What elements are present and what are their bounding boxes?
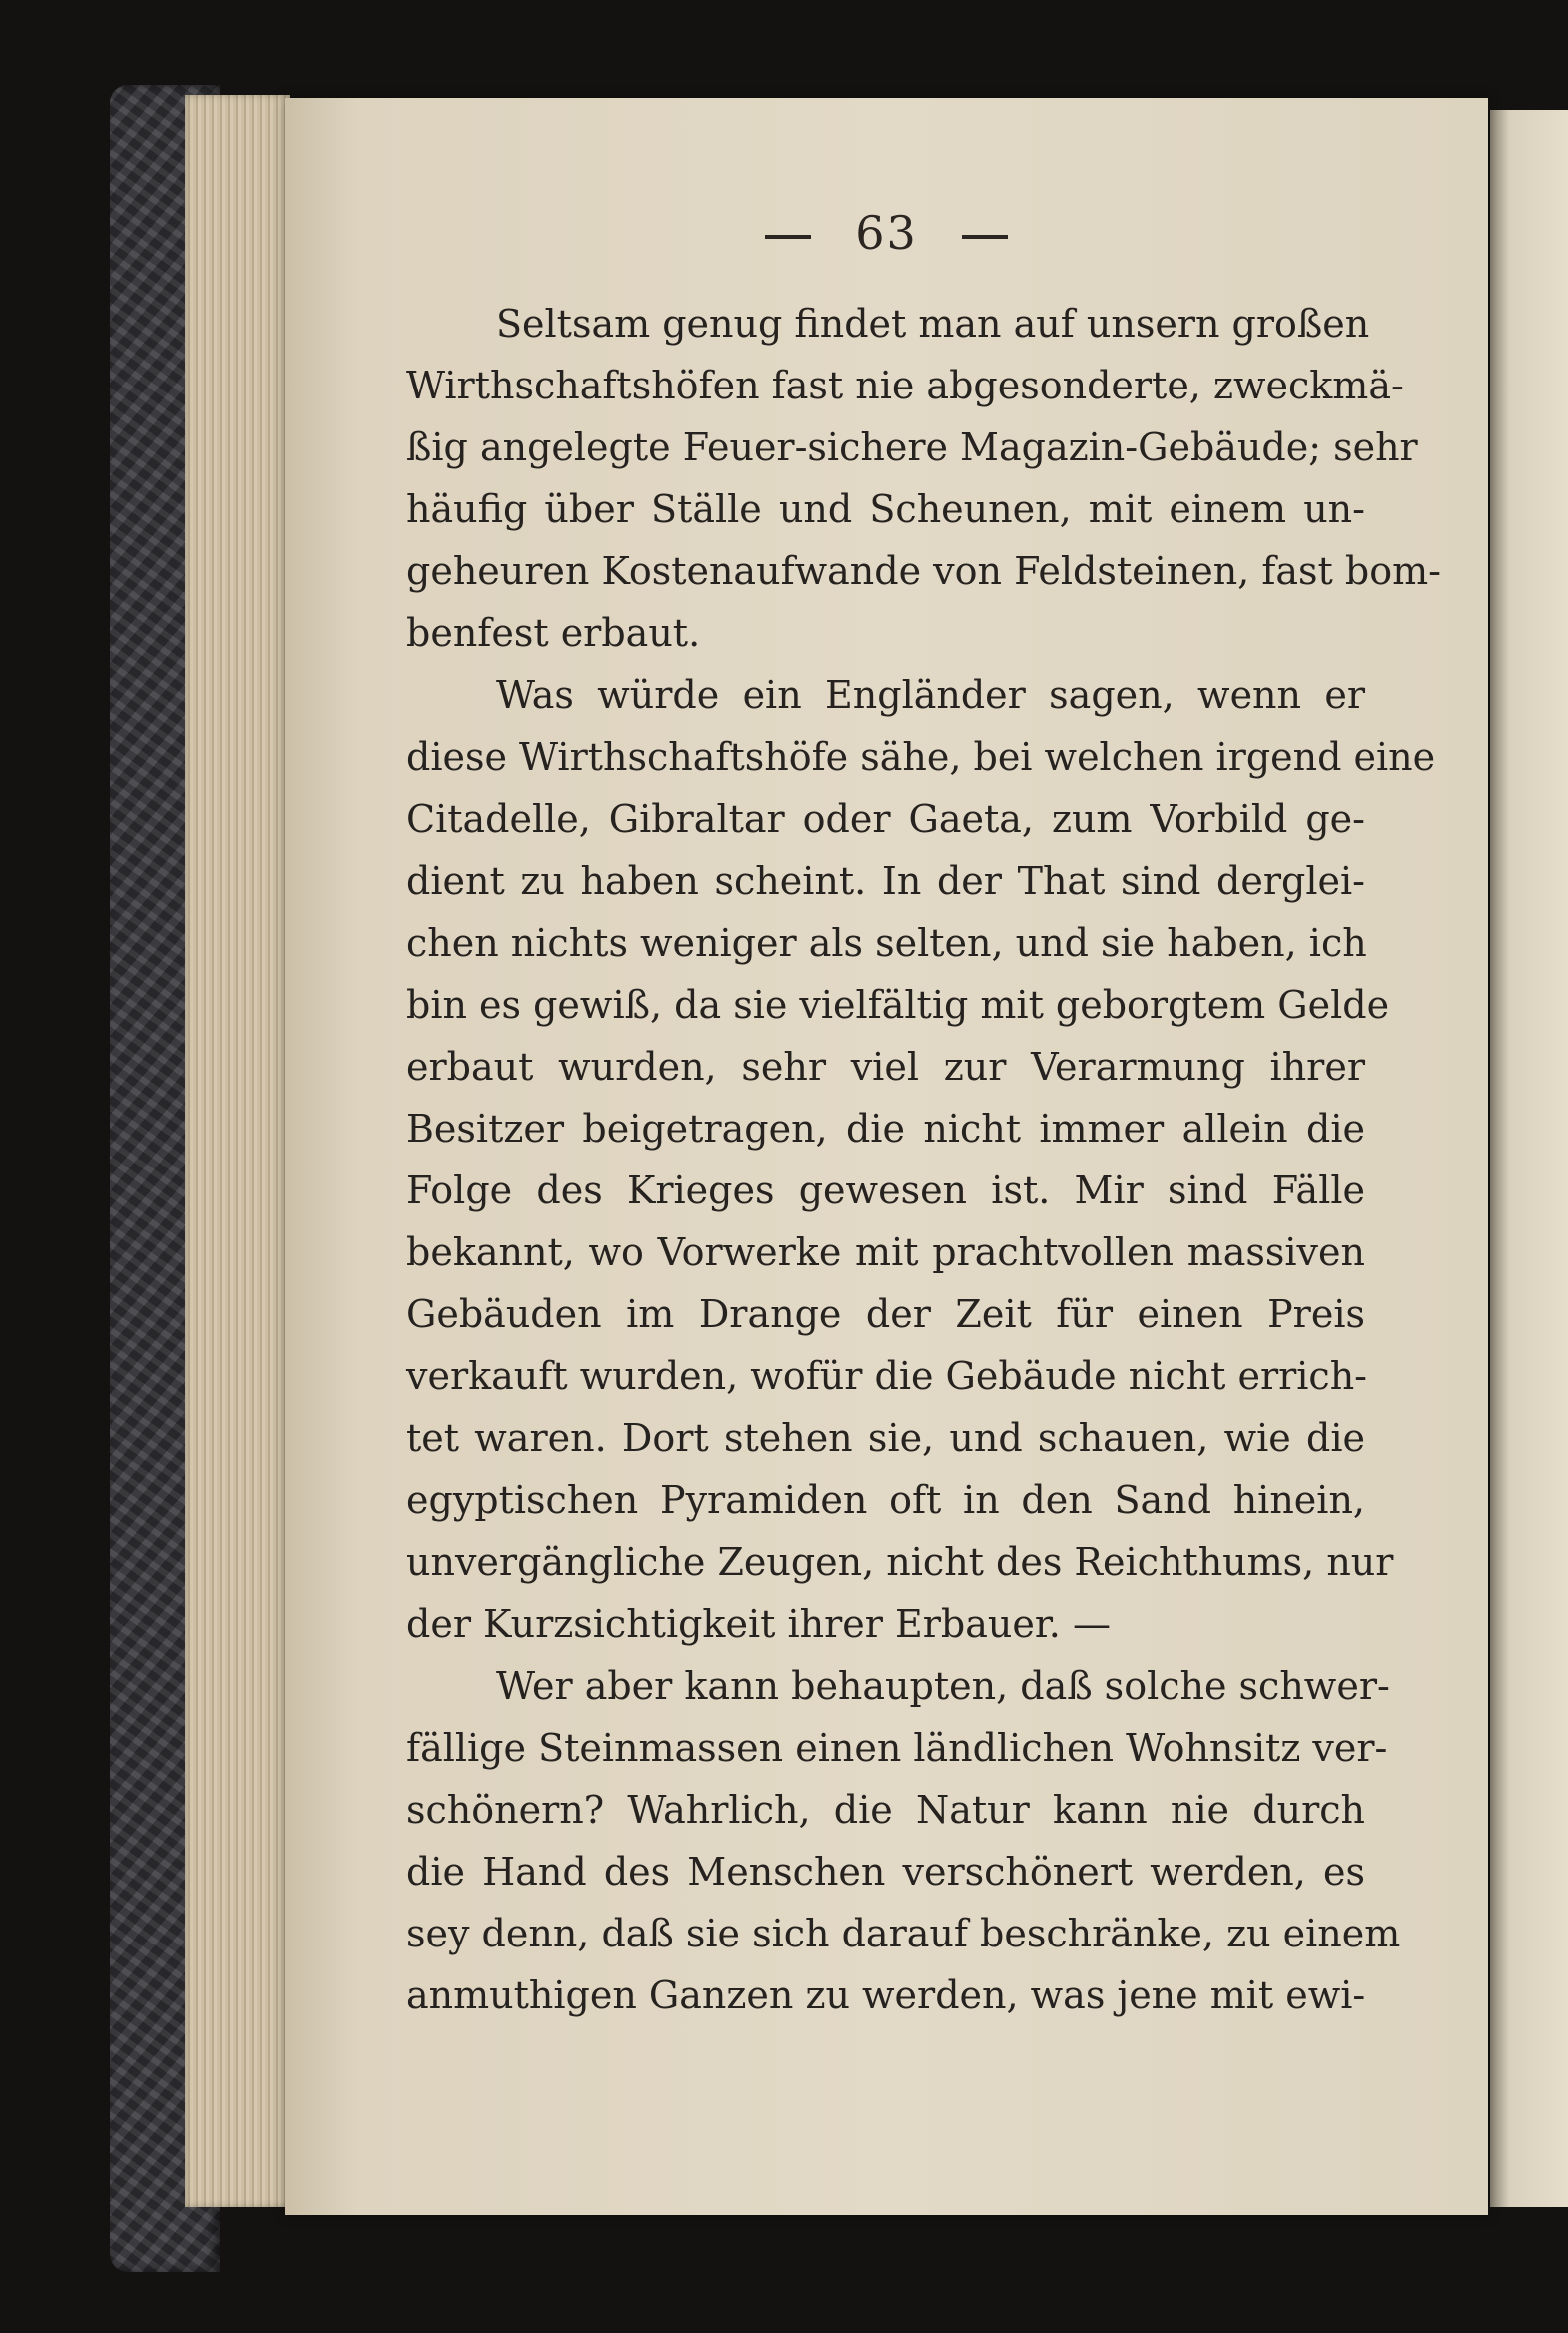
page-edges: [185, 95, 290, 2207]
header-dash-right: [962, 235, 1008, 239]
text-line: fällige Steinmassen einen ländlichen Wohnsitz ver-: [406, 1726, 1388, 1770]
text-line: bekannt, wo Vorwerke mit prachtvollen massiven: [406, 1230, 1365, 1274]
text-line: Folge des Krieges gewesen ist. Mir sind Fälle: [406, 1168, 1365, 1212]
text-line: schönern? Wahrlich, die Natur kann nie durch: [406, 1788, 1365, 1832]
text-line: Wirthschaftshöfen fast nie abgesonderte, zweckmä-: [406, 364, 1404, 407]
text-line: sey denn, daß sie sich darauf beschränke, zu einem: [406, 1912, 1401, 1955]
text-line: die Hand des Menschen verschönert werden, es: [406, 1850, 1365, 1894]
header-dash-left: [765, 235, 811, 239]
text-line: anmuthigen Ganzen zu werden, was jene mit ewi-: [406, 1973, 1366, 2017]
text-line: unvergängliche Zeugen, nicht des Reichthums, nur: [406, 1540, 1394, 1584]
text-line: der Kurzsichtigkeit ihrer Erbauer. —: [406, 1602, 1111, 1646]
text-line: häufig über Ställe und Scheunen, mit einem un-: [406, 487, 1365, 531]
text-line: Besitzer beigetragen, die nicht immer allein die: [406, 1107, 1365, 1151]
text-line: diese Wirthschaftshöfe sähe, bei welchen irgend eine: [406, 735, 1436, 779]
text-line: geheuren Kostenaufwande von Feldsteinen, fast bom-: [406, 549, 1441, 593]
text-line: Was würde ein Engländer sagen, wenn er: [496, 673, 1365, 717]
text-line: dient zu haben scheint. In der That sind derglei-: [406, 859, 1365, 903]
book-page: [285, 98, 1488, 2215]
text-line: Gebäuden im Drange der Zeit für einen Preis: [406, 1292, 1365, 1336]
body-text: [406, 293, 1441, 2026]
text-line: ßig angelegte Feuer-sichere Magazin-Gebäude; sehr: [406, 425, 1418, 469]
text-line: Citadelle, Gibraltar oder Gaeta, zum Vorbild ge-: [406, 797, 1365, 841]
text-line: bin es gewiß, da sie vielfältig mit geborgtem Gelde: [406, 983, 1390, 1027]
text-line: verkauft wurden, wofür die Gebäude nicht errich-: [406, 1354, 1368, 1398]
text-line: Seltsam genug findet man auf unsern großen: [496, 302, 1370, 346]
text-line: tet waren. Dort stehen sie, und schauen, wie die: [406, 1416, 1365, 1460]
text-line: erbaut wurden, sehr viel zur Verarmung ihrer: [406, 1045, 1365, 1089]
text-line: benfest erbaut.: [406, 611, 701, 655]
text-line: Wer aber kann behaupten, daß solche schwer-: [496, 1664, 1390, 1708]
page-number: 63: [855, 206, 918, 260]
text-line: chen nichts weniger als selten, und sie haben, ich: [406, 921, 1367, 965]
facing-page-edge: [1490, 110, 1568, 2207]
page-header: [285, 206, 1488, 260]
text-line: egyptischen Pyramiden oft in den Sand hinein,: [406, 1478, 1365, 1522]
